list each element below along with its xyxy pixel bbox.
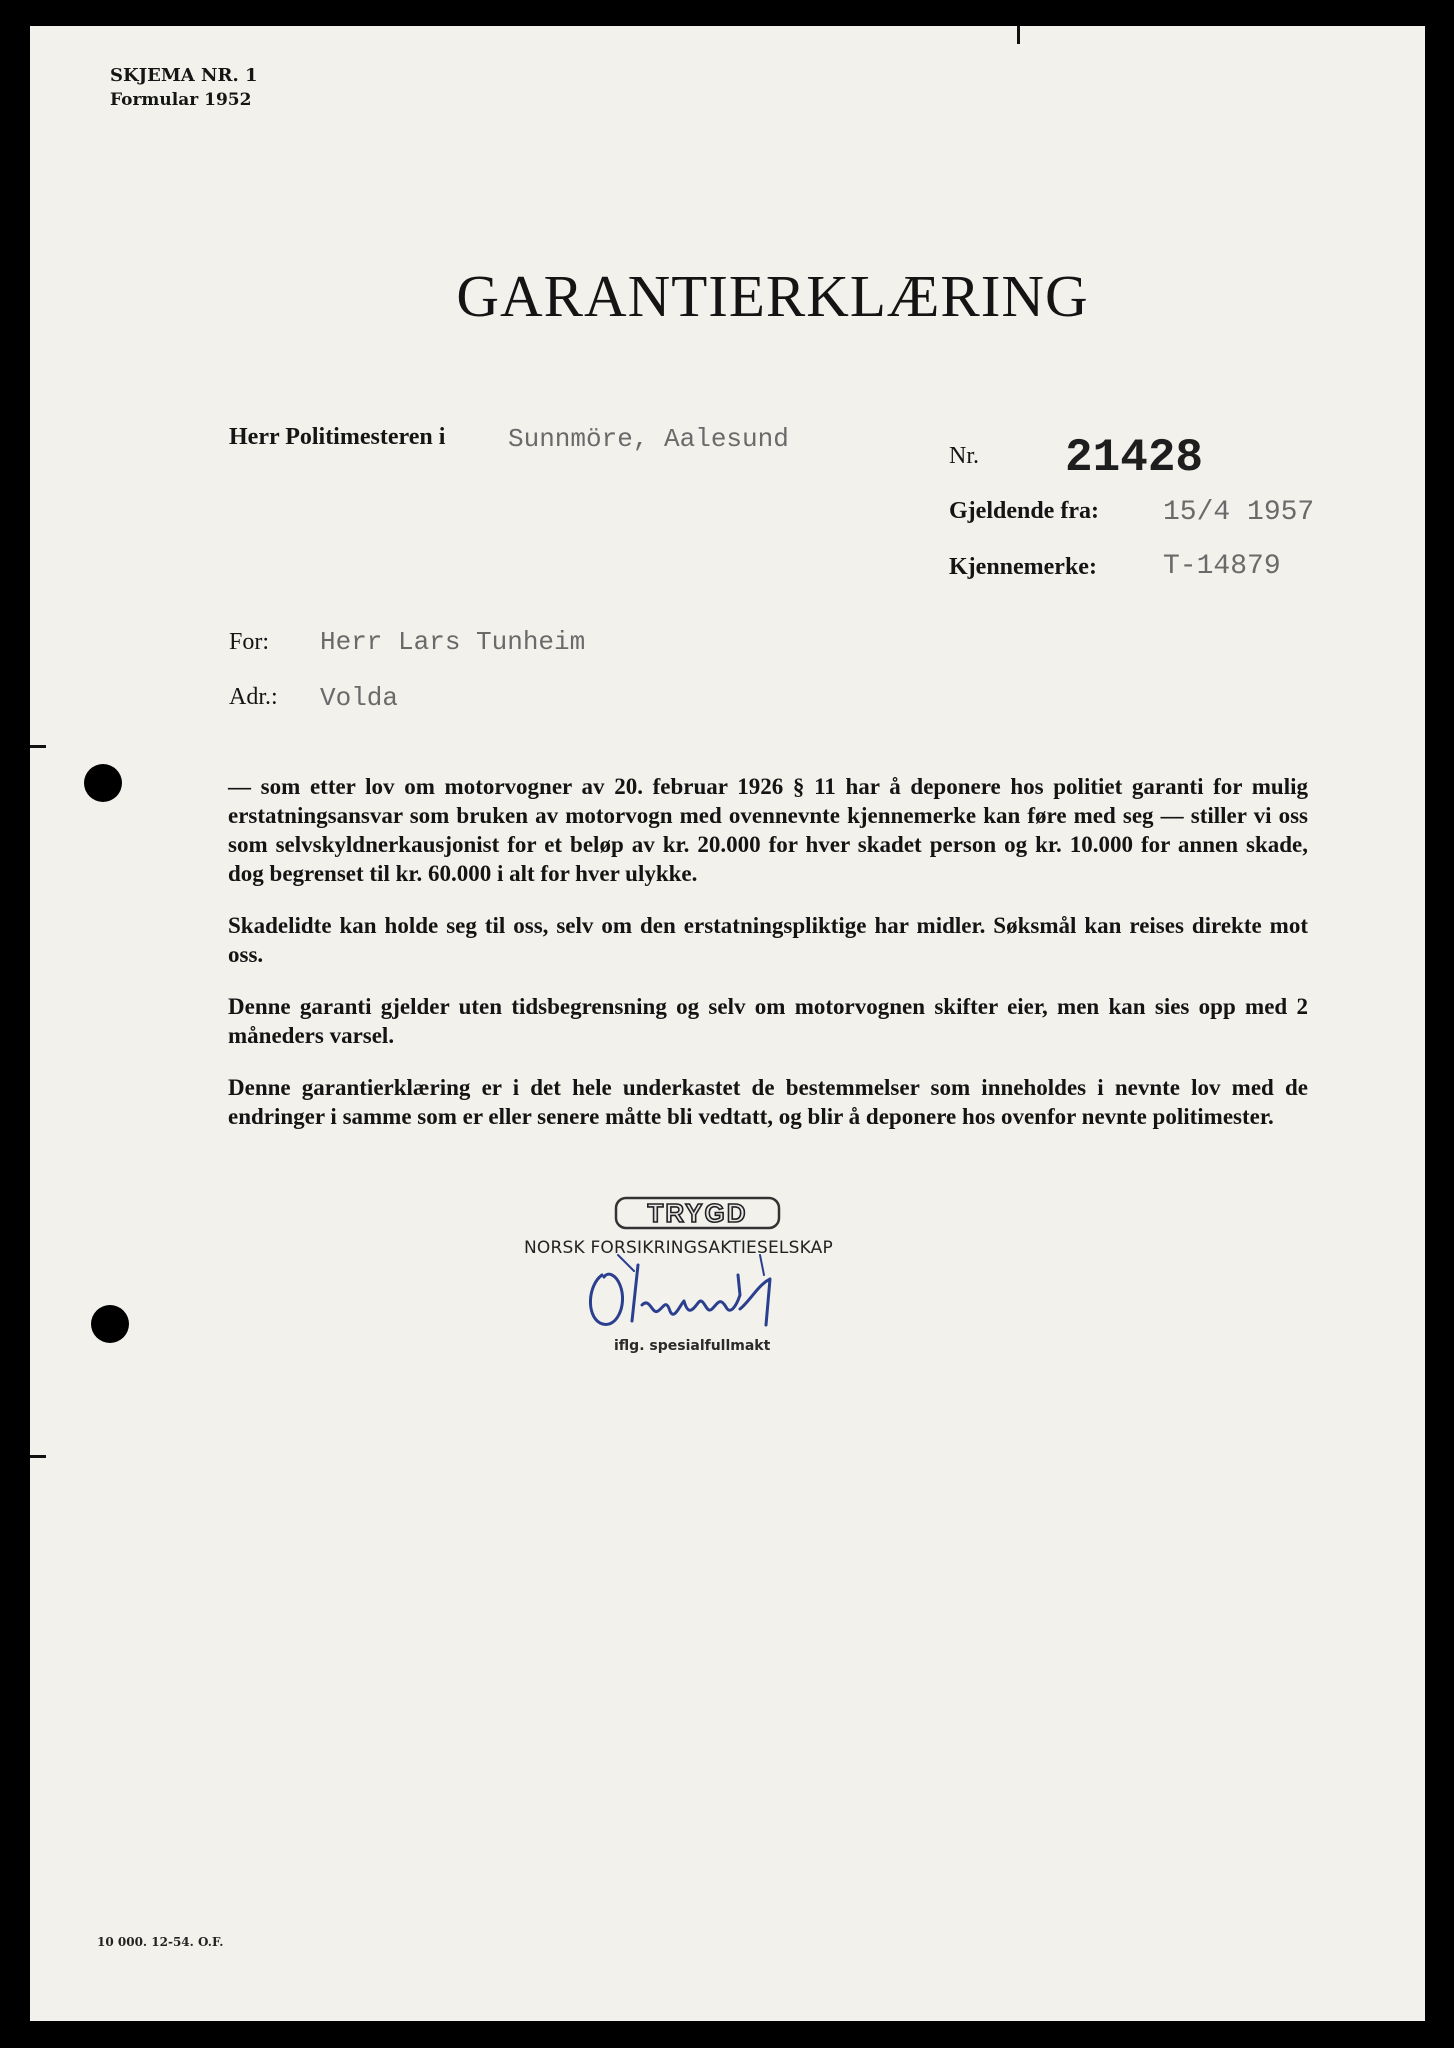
authority-note: iflg. spesialfullmakt — [614, 1338, 771, 1354]
for-label: For: — [229, 629, 270, 655]
address-label: Adr.: — [229, 684, 278, 710]
seal-text: TRYGD — [647, 1198, 748, 1228]
valid-from-label: Gjeldende fra: — [949, 498, 1099, 524]
body-paragraph-1: — som etter lov om motorvogner av 20. februar 1926 § 11 har å deponere hos politiet garanti for mulig erstatningsansvar som bruken av motorvogn med ovennevnte kjennemerke kan føre med seg — stiller vi oss som selvskyldnerkausjonist for et beløp av kr. 20.000 for hver skadet person og kr. 10.000 for annen skade, dog begrenset til kr. 60.000 i alt for hver ulykke. — [228, 774, 1308, 886]
valid-from-value: 15/4 1957 — [1163, 497, 1315, 528]
form-year: Formular 1952 — [110, 90, 252, 110]
print-code: 10 000. 12-54. O.F. — [97, 1935, 224, 1949]
company-name: NORSK FORSIKRINGSAKTIESELSKAP — [524, 1238, 833, 1258]
document-title: GARANTIERKLÆRING — [456, 263, 1089, 329]
handwritten-signature — [580, 1245, 820, 1335]
address-value: Volda — [320, 683, 399, 713]
punch-hole-upper — [84, 764, 122, 802]
fold-mark-left-upper — [30, 745, 46, 748]
body-paragraph-4: Denne garantierklæring er i det hele underkastet de bestemmelser som inneholdes i nevnte lov med de endringer i samme som er eller senere måtte bli vedtatt, og blir å deponere hos ovenfor nevnte politimester. — [228, 1075, 1308, 1129]
trygd-seal — [614, 1196, 781, 1230]
form-identifier — [110, 64, 258, 112]
nr-label: Nr. — [949, 443, 979, 469]
body-paragraph-3: Denne garanti gjelder uten tidsbegrensning og selv om motorvognen skifter eier, men kan sies opp med 2 måneders varsel. — [228, 994, 1308, 1048]
fold-mark-left-lower — [30, 1455, 46, 1458]
registration-label: Kjennemerke: — [949, 554, 1097, 580]
registration-value: T-14879 — [1163, 551, 1281, 582]
for-value: Herr Lars Tunheim — [320, 627, 586, 657]
form-number: SKJEMA NR. 1 — [110, 65, 258, 86]
addressee-value: Sunnmöre, Aalesund — [508, 424, 789, 454]
addressee-label: Herr Politimesteren i — [229, 424, 446, 450]
nr-value: 21428 — [1065, 432, 1204, 484]
punch-hole-lower — [91, 1305, 129, 1343]
fold-mark-top — [1017, 26, 1020, 44]
body-paragraph-2: Skadelidte kan holde seg til oss, selv om den erstatningspliktige har midler. Søksmål kan reises direkte mot oss. — [228, 913, 1308, 967]
guarantee-body — [228, 772, 1308, 1154]
